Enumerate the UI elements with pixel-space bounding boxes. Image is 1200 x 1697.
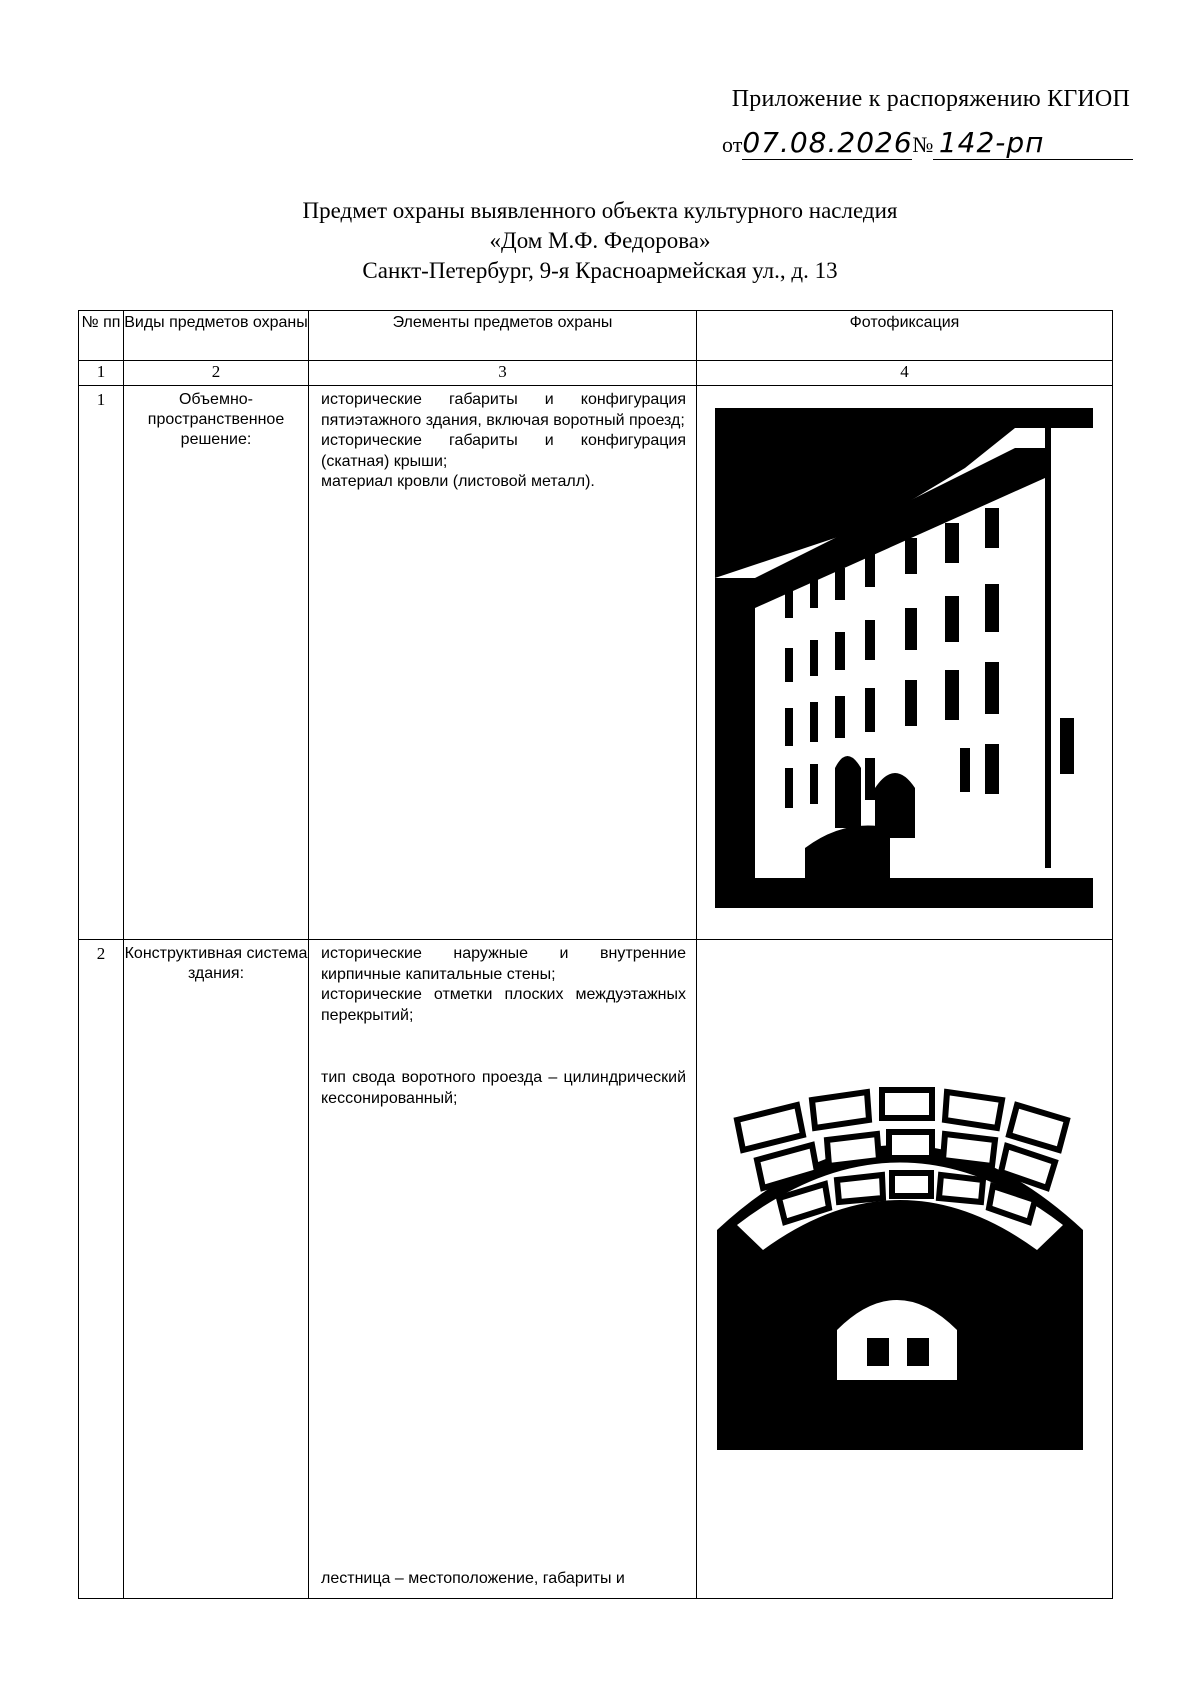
element-item: исторические габариты и конфигурация (скатная) крыши; [321, 432, 686, 470]
from-prefix: от [722, 132, 743, 157]
element-item: исторические наружные и внутренние кирпичные капитальные стены; [321, 945, 686, 983]
element-item: лестница – местоположение, габариты и [321, 1570, 625, 1587]
header-elements: Элементы предметов охраны [309, 311, 697, 361]
row-kind: Объемно-пространственное решение: [124, 386, 309, 940]
appendix-label: Приложение к распоряжению КГИОП [731, 86, 1130, 112]
row-kind: Конструктивная система здания: [124, 940, 309, 1599]
header-photo: Фотофиксация [697, 311, 1113, 361]
element-item: исторические отметки плоских междуэтажных перекрытий; [321, 986, 686, 1024]
element-item: исторические габариты и конфигурация пятиэтажного здания, включая воротный проезд; [321, 391, 686, 429]
column-number: 4 [697, 361, 1113, 386]
object-name: «Дом М.Ф. Федорова» [489, 228, 711, 253]
header-kinds: Виды предметов охраны [124, 311, 309, 361]
column-number-row [79, 361, 1113, 386]
table-row [79, 386, 1113, 940]
order-date: 07.08.2026 [742, 126, 913, 159]
column-number: 2 [124, 361, 309, 386]
order-number: 142-рп [938, 126, 1045, 159]
column-number: 3 [309, 361, 697, 386]
protection-table [78, 310, 1113, 1599]
vault-photo [717, 1080, 1083, 1450]
row-elements [309, 940, 697, 1599]
header-number: № пп [79, 311, 124, 361]
table-header-row [79, 311, 1113, 361]
order-reference [722, 126, 1133, 160]
photo-cell [697, 940, 1113, 1599]
element-item: тип свода воротного проезда – цилиндрический кессонированный; [321, 1069, 686, 1107]
number-prefix: № [912, 132, 934, 157]
column-number: 1 [79, 361, 124, 386]
row-elements [309, 386, 697, 940]
document-title: Предмет охраны выявленного объекта культурного наследия [302, 198, 898, 223]
table-row [79, 940, 1113, 1599]
photo-cell [697, 386, 1113, 940]
facade-photo [715, 408, 1093, 908]
object-address: Санкт-Петербург, 9-я Красноармейская ул., д. 13 [362, 258, 838, 283]
row-number: 2 [79, 940, 124, 1599]
row-number: 1 [79, 386, 124, 940]
element-item: материал кровли (листовой металл). [321, 473, 595, 490]
